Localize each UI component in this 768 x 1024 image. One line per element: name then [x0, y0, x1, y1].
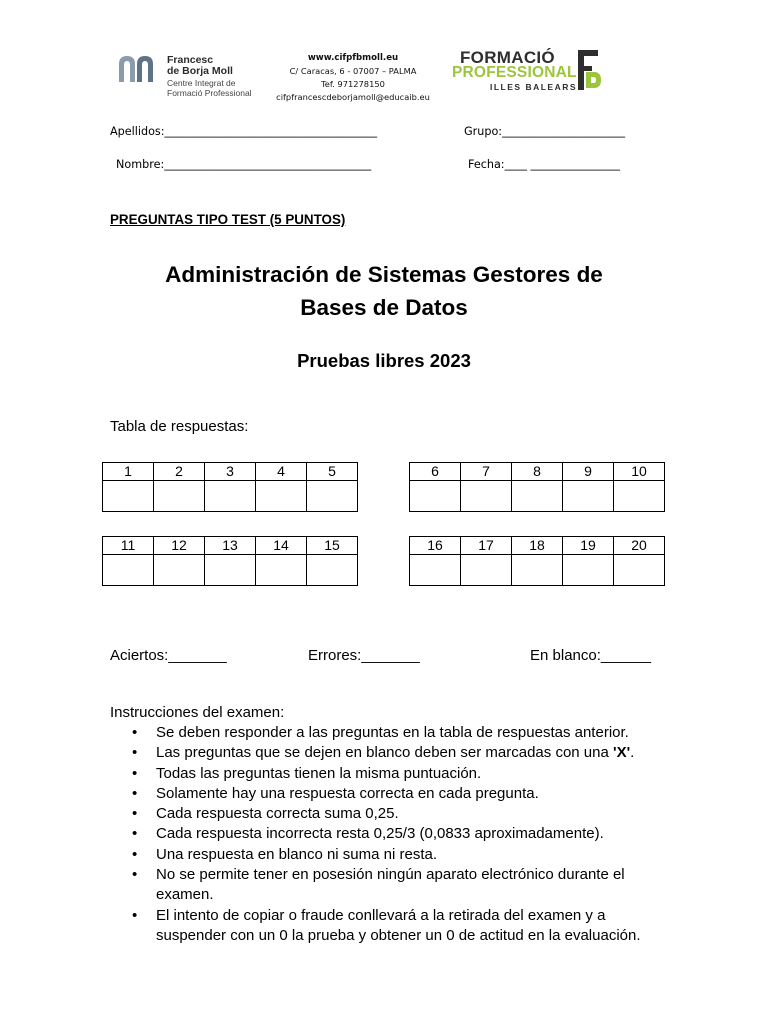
fp-mark-icon	[576, 48, 602, 92]
question-number: 5	[307, 463, 358, 481]
en-blanco-field[interactable]: En blanco:______	[530, 647, 651, 664]
question-number: 2	[154, 463, 205, 481]
answer-cell[interactable]	[563, 481, 614, 512]
cifp-logo	[117, 52, 267, 102]
answer-cell[interactable]	[614, 555, 665, 586]
fp-logo-line1: FORMACIÓ	[460, 48, 555, 67]
exam-title	[84, 258, 684, 324]
question-number: 15	[307, 537, 358, 555]
answer-cell[interactable]	[461, 555, 512, 586]
bullet-icon: •	[132, 805, 138, 823]
answer-cell[interactable]	[256, 555, 307, 586]
list-item	[132, 824, 670, 844]
logo-name	[167, 55, 233, 77]
contact-block	[268, 52, 438, 104]
answer-table-16-20	[409, 536, 665, 586]
answer-cell[interactable]	[563, 555, 614, 586]
apellidos-field[interactable]: Apellidos:______________________________________	[110, 125, 378, 138]
instructions-list	[110, 723, 670, 946]
answer-cell[interactable]	[410, 481, 461, 512]
list-item	[132, 723, 670, 743]
question-number: 18	[512, 537, 563, 555]
answer-cell[interactable]	[205, 481, 256, 512]
bullet-icon: •	[132, 744, 138, 762]
bullet-icon: •	[132, 764, 138, 782]
answer-cell[interactable]	[614, 481, 665, 512]
instruction-text: Se deben responder a las preguntas en la tabla de respuestas anterior.	[156, 724, 629, 741]
answer-cell[interactable]	[103, 555, 154, 586]
exam-subtitle: Pruebas libres 2023	[297, 350, 471, 371]
logo-sub-line2: Formació Professional	[167, 87, 252, 98]
logo-sub-line1: Centre Integrat de	[167, 78, 236, 88]
errores-field[interactable]: Errores:_______	[308, 647, 420, 664]
logo-name-line2: de Borja Moll	[167, 65, 233, 77]
answer-table-label: Tabla de respuestas:	[110, 418, 249, 435]
fecha-field[interactable]: Fecha:____ ________________	[468, 158, 621, 171]
list-item	[132, 865, 670, 906]
question-number: 12	[154, 537, 205, 555]
answer-cell[interactable]	[410, 555, 461, 586]
question-number: 7	[461, 463, 512, 481]
question-number: 1	[103, 463, 154, 481]
bullet-icon: •	[132, 845, 138, 863]
list-item	[132, 743, 670, 763]
question-number: 20	[614, 537, 665, 555]
email-link[interactable]: cifpfrancescdeborjamoll@educaib.eu	[276, 92, 430, 102]
question-number: 10	[614, 463, 665, 481]
exam-title-line1: Administración de Sistemas Gestores de	[165, 262, 603, 287]
answer-cell[interactable]	[154, 555, 205, 586]
question-number: 11	[103, 537, 154, 555]
question-number: 3	[205, 463, 256, 481]
exam-title-line2: Bases de Datos	[300, 295, 468, 320]
bullet-icon: •	[132, 825, 138, 843]
fp-logo-line2: PROFESSIONAL	[452, 64, 577, 81]
nombre-field[interactable]: Nombre:_____________________________________	[116, 158, 372, 171]
question-number: 16	[410, 537, 461, 555]
list-item	[132, 906, 670, 947]
logo-name-line1: Francesc	[167, 54, 214, 66]
instruction-text-end: .	[630, 744, 635, 762]
answer-cell[interactable]	[307, 555, 358, 586]
answer-cell[interactable]	[256, 481, 307, 512]
mark-x: 'X'	[613, 744, 631, 762]
address: C/ Caracas, 6 - 07007 – PALMA	[289, 66, 417, 76]
question-number: 14	[256, 537, 307, 555]
answer-cell[interactable]	[307, 481, 358, 512]
instruction-text: Todas las preguntas tienen la misma puntuación.	[156, 764, 482, 782]
fp-logo	[452, 48, 602, 94]
instruction-text: El intento de copiar o fraude conllevará a la retirada del examen y a suspender con un 0 la prueba y obtener un 0 de actitud en la evaluación.	[156, 906, 641, 944]
aciertos-field[interactable]: Aciertos:_______	[110, 647, 227, 664]
bullet-icon: •	[132, 866, 138, 884]
logo-subtitle	[167, 79, 252, 98]
list-item	[132, 804, 670, 824]
bullet-icon: •	[132, 724, 138, 741]
instruction-text: No se permite tener en posesión ningún aparato electrónico durante el examen.	[156, 866, 625, 904]
question-number: 6	[410, 463, 461, 481]
instructions-heading: Instrucciones del examen:	[110, 704, 285, 721]
grupo-field[interactable]: Grupo:______________________	[464, 125, 626, 138]
question-number: 9	[563, 463, 614, 481]
bullet-icon: •	[132, 906, 138, 924]
list-item	[132, 764, 670, 784]
section-title: PREGUNTAS TIPO TEST (5 PUNTOS)	[110, 212, 346, 227]
answer-table-11-15	[102, 536, 358, 586]
website-link[interactable]: www.cifpfbmoll.eu	[307, 53, 399, 63]
question-number: 17	[461, 537, 512, 555]
instruction-text: Las preguntas que se dejen en blanco deben ser marcadas con una	[156, 744, 613, 762]
list-item	[132, 784, 670, 804]
instruction-text: Cada respuesta incorrecta resta 0,25/3 (0,0833 aproximadamente).	[156, 825, 604, 843]
question-number: 19	[563, 537, 614, 555]
answer-table-6-10	[409, 462, 665, 512]
answer-cell[interactable]	[205, 555, 256, 586]
fp-logo-line3: ILLES BALEARS	[490, 82, 578, 92]
answer-table-1-5	[102, 462, 358, 512]
answer-cell[interactable]	[512, 555, 563, 586]
list-item	[132, 845, 670, 865]
question-number: 8	[512, 463, 563, 481]
instruction-text: Solamente hay una respuesta correcta en cada pregunta.	[156, 784, 539, 802]
question-number: 13	[205, 537, 256, 555]
instruction-text: Cada respuesta correcta suma 0,25.	[156, 805, 399, 823]
bullet-icon: •	[132, 784, 138, 802]
question-number: 4	[256, 463, 307, 481]
answer-cell[interactable]	[512, 481, 563, 512]
answer-cell[interactable]	[154, 481, 205, 512]
answer-cell[interactable]	[103, 481, 154, 512]
instruction-text: Una respuesta en blanco ni suma ni resta.	[156, 845, 437, 863]
phone: Tef. 971278150	[321, 79, 385, 89]
cifp-m-icon	[117, 54, 161, 82]
answer-cell[interactable]	[461, 481, 512, 512]
